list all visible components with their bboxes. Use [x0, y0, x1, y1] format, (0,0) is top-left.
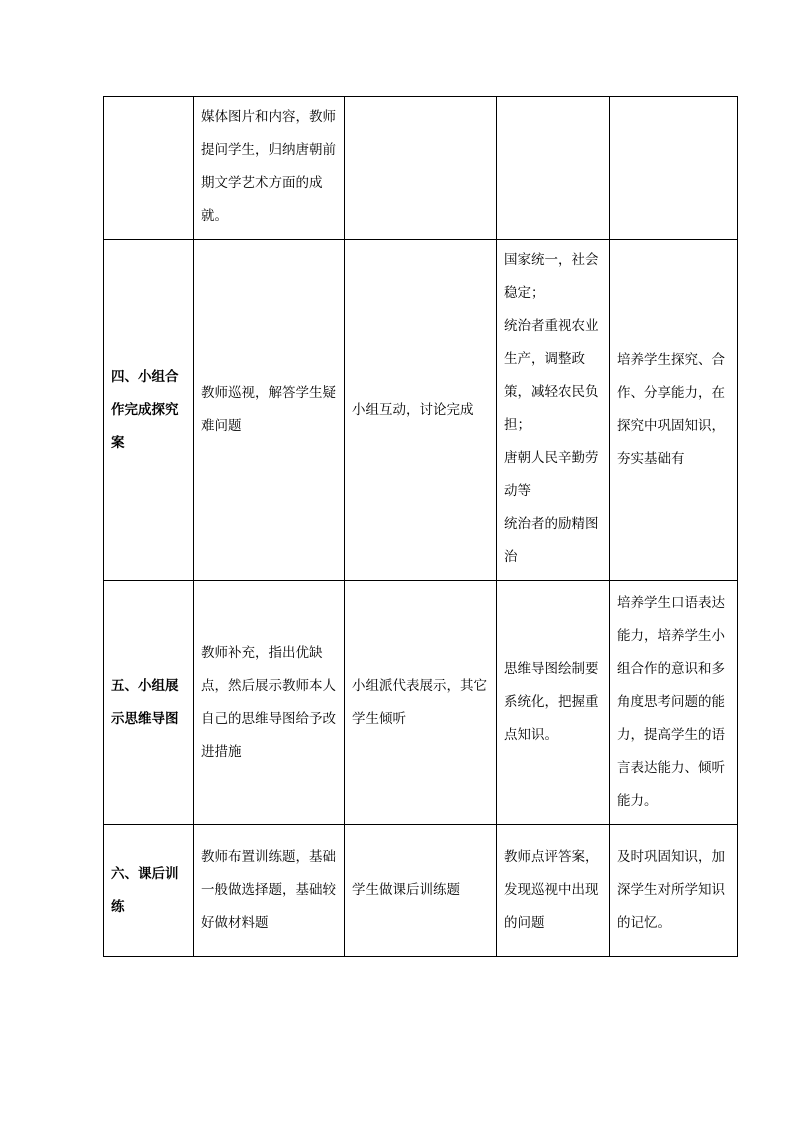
table-row	[104, 825, 738, 957]
teacher-activity-cell: 教师巡视，解答学生疑难问题	[194, 240, 345, 581]
table-row	[104, 581, 738, 825]
stage-cell: 六、课后训练	[104, 825, 194, 957]
content-line: 思维导图绘制要系统化，把握重点知识。	[504, 661, 599, 743]
stage-cell: 四、小组合作完成探究案	[104, 240, 194, 581]
design-intent-cell	[610, 97, 738, 240]
content-line: 统治者的励精图治	[504, 516, 599, 565]
stage-cell: 五、小组展示思维导图	[104, 581, 194, 825]
content-cell	[497, 97, 610, 240]
content-line: 统治者重视农业生产，调整政策，减轻农民负担；	[504, 318, 599, 433]
table-row	[104, 240, 738, 581]
student-activity-cell: 小组互动，讨论完成	[345, 240, 497, 581]
lesson-plan-table	[103, 96, 738, 957]
content-cell	[497, 581, 610, 825]
student-activity-cell	[345, 97, 497, 240]
content-line: 国家统一，社会稳定；	[504, 252, 599, 301]
teacher-activity-cell: 媒体图片和内容，教师提问学生，归纳唐朝前期文学艺术方面的成就。	[194, 97, 345, 240]
design-intent-cell: 及时巩固知识，加深学生对所学知识的记忆。	[610, 825, 738, 957]
stage-cell	[104, 97, 194, 240]
content-cell	[497, 825, 610, 957]
design-intent-cell: 培养学生口语表达能力，培养学生小组合作的意识和多角度思考问题的能力，提高学生的语言表达能力、倾听能力。	[610, 581, 738, 825]
design-intent-cell: 培养学生探究、合作、分享能力，在探究中巩固知识，夯实基础有	[610, 240, 738, 581]
content-line: 唐朝人民辛勤劳动等	[504, 450, 599, 499]
content-line: 教师点评答案，发现巡视中出现的问题	[504, 849, 599, 931]
content-cell	[497, 240, 610, 581]
table-row	[104, 97, 738, 240]
teacher-activity-cell: 教师补充，指出优缺点，然后展示教师本人自己的思维导图给予改进措施	[194, 581, 345, 825]
teacher-activity-cell: 教师布置训练题，基础一般做选择题，基础较好做材料题	[194, 825, 345, 957]
student-activity-cell: 学生做课后训练题	[345, 825, 497, 957]
student-activity-cell: 小组派代表展示，其它学生倾听	[345, 581, 497, 825]
